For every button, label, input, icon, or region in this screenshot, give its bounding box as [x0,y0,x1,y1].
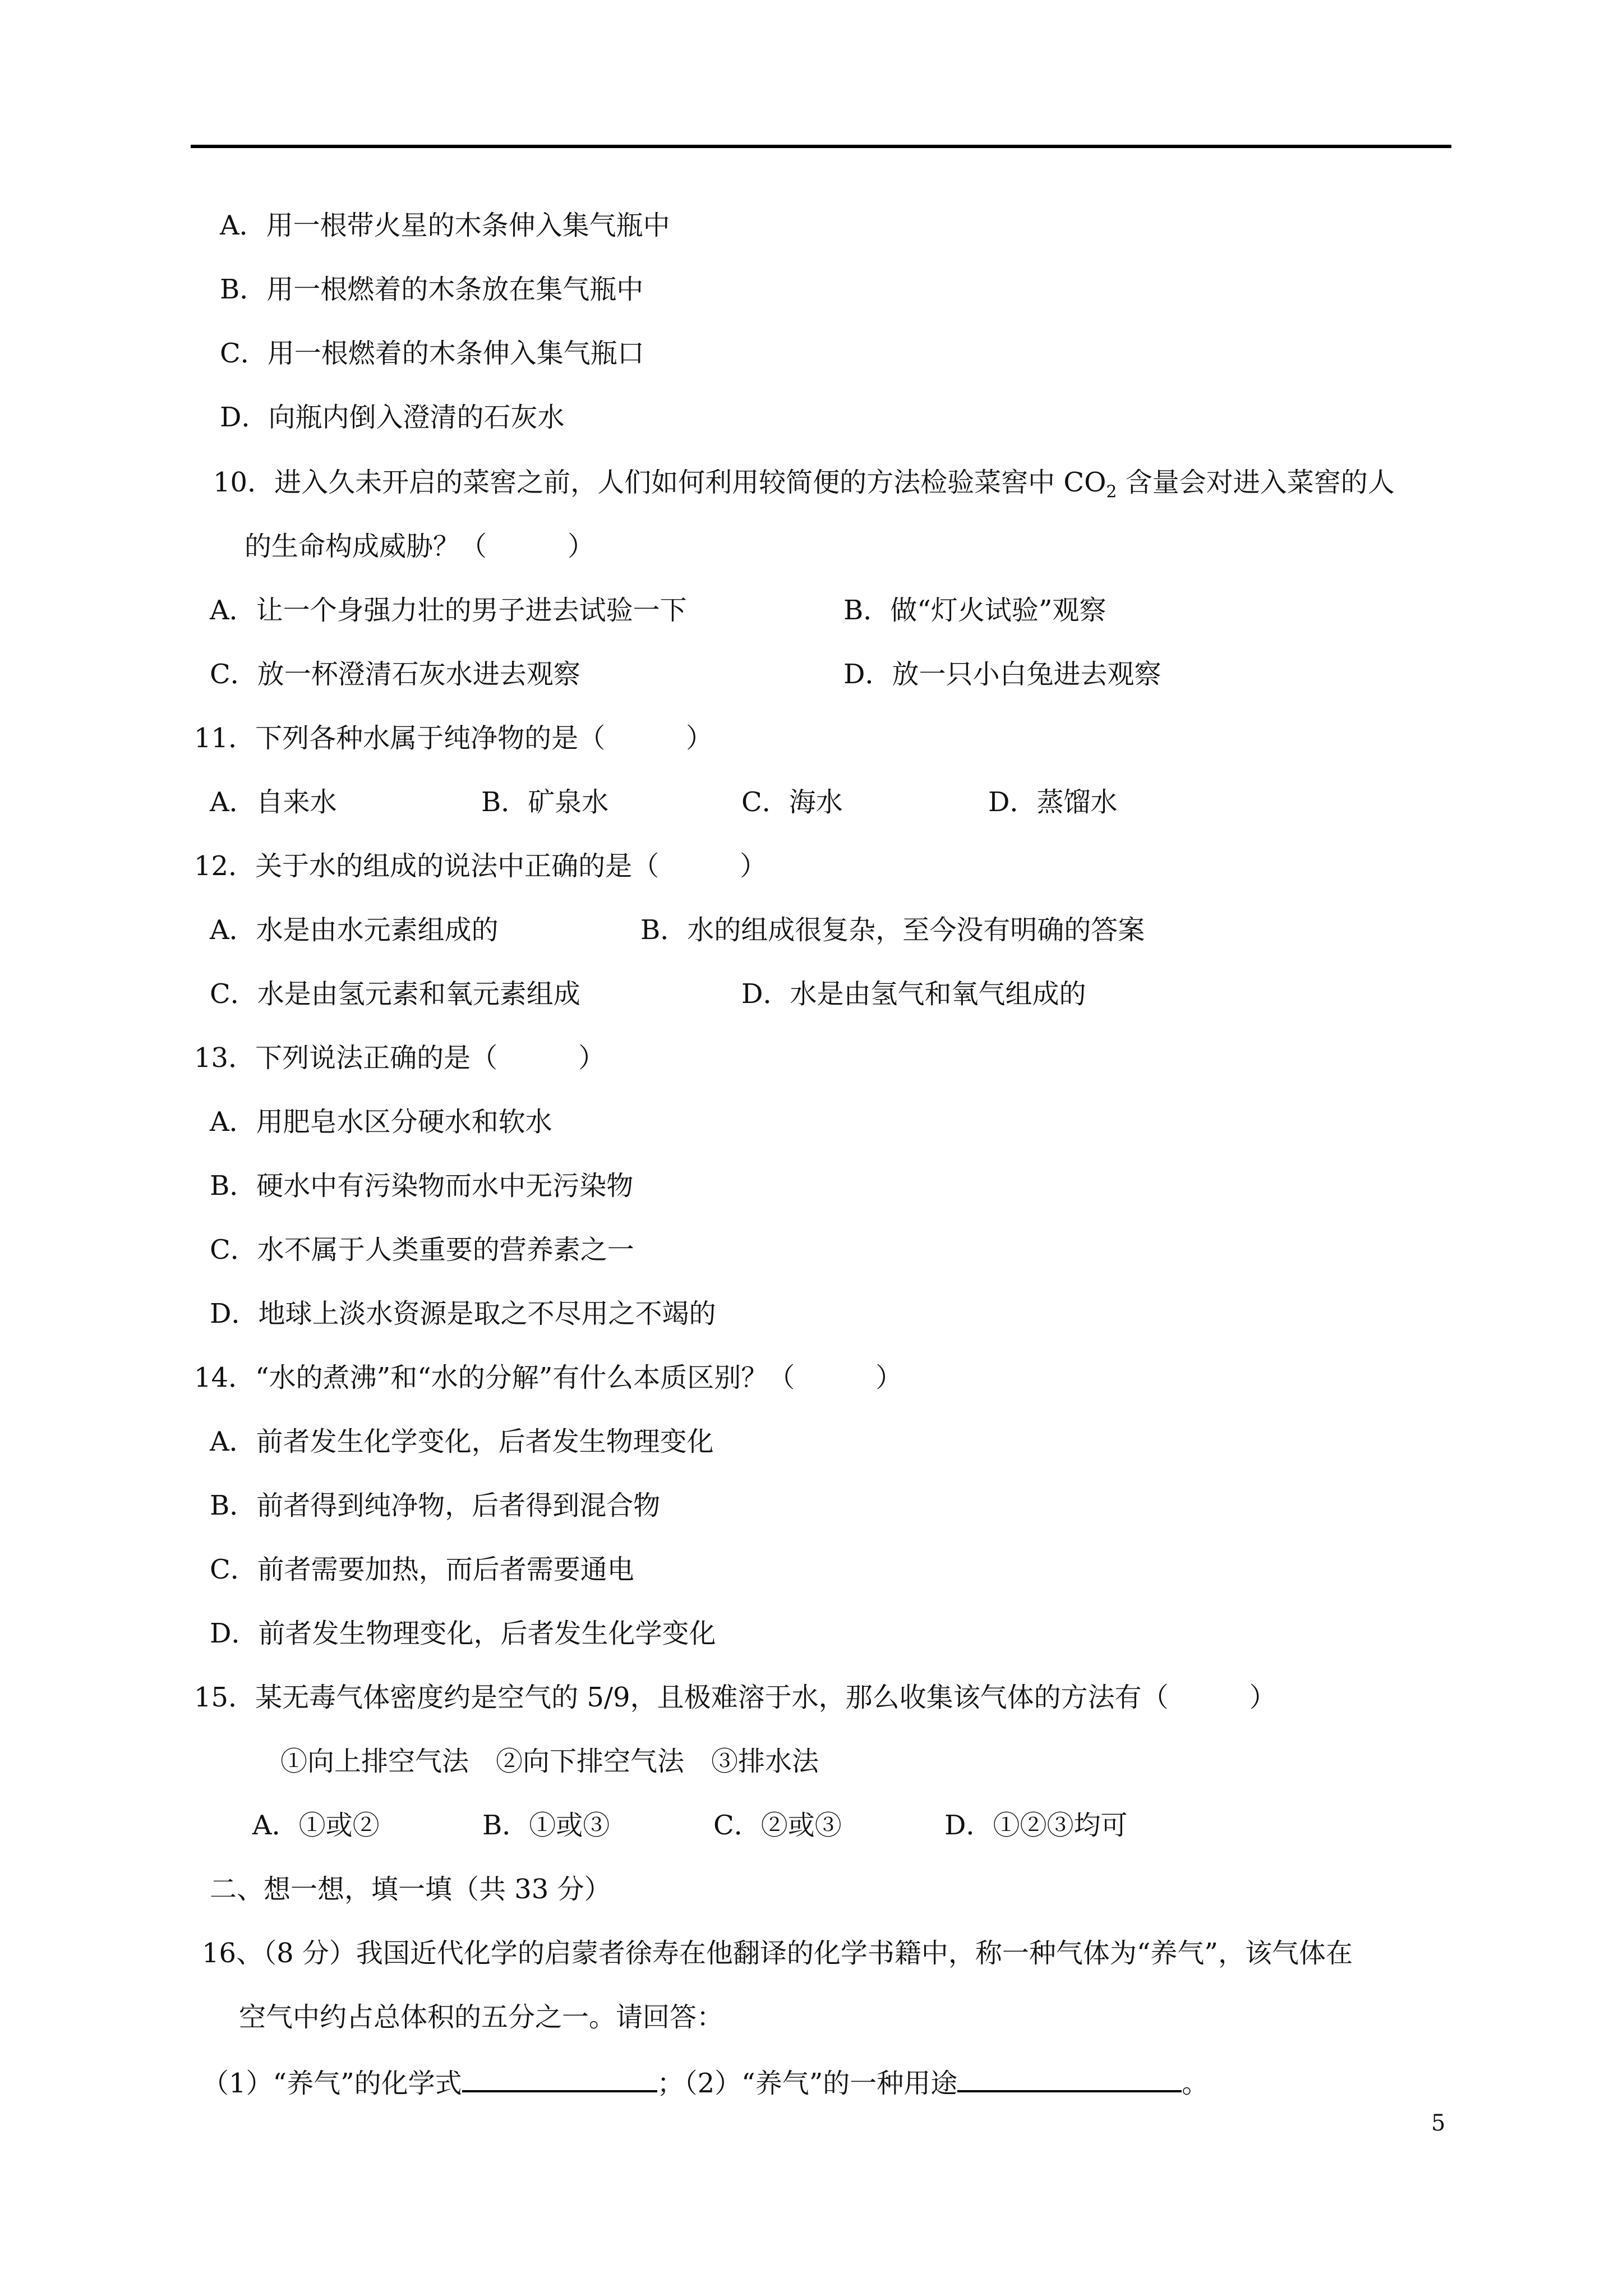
option-11b: B．矿泉水 [481,786,609,818]
option-13d: D．地球上淡水资源是取之不尽用之不竭的 [210,1298,716,1329]
option-12c: C．水是由氢元素和氧元素组成 [210,978,580,1010]
option-15b: B．①或③ [482,1810,610,1841]
option-12b: B．水的组成很复杂，至今没有明确的答案 [640,914,1145,946]
option-14a: A．前者发生化学变化，后者发生物理变化 [210,1426,714,1457]
question-14: 14．“水的煮沸”和“水的分解”有什么本质区别？（ ） [194,1362,903,1393]
option-13b: B．硬水中有污染物而水中无污染物 [210,1170,634,1202]
page-number: 5 [1431,2110,1446,2136]
option-9a: A．用一根带火星的木条伸入集气瓶中 [220,210,670,241]
section-heading-2: 二、想一想，填一填（共 33 分） [210,1874,611,1905]
question-10-line-2: 的生命构成威胁？（ ） [245,531,595,562]
sub-question-1: （1）“养气”的化学式 [202,2068,462,2099]
question-15: 15．某无毒气体密度约是空气的 5/9，且极难溶于水，那么收集该气体的方法有（ ） [194,1682,1276,1713]
question-10-text-a: 10．进入久未开启的菜窖之前，人们如何利用较简便的方法检验菜窖中 CO [213,467,1106,498]
option-10d: D．放一只小白兔进去观察 [843,659,1161,690]
question-15-methods: ①向上排空气法 ②向下排空气法 ③排水法 [280,1746,819,1777]
question-16-line-2: 空气中约占总体积的五分之一。请回答： [239,2001,724,2033]
option-12d: D．水是由氢气和氧气组成的 [741,978,1086,1010]
co2-subscript: 2 [1106,482,1117,502]
option-14b: B．前者得到纯净物，后者得到混合物 [210,1490,661,1521]
option-13c: C．水不属于人类重要的营养素之一 [210,1234,634,1266]
option-15c: C．②或③ [713,1810,842,1841]
option-9d: D．向瓶内倒入澄清的石灰水 [220,402,565,433]
option-13a: A．用肥皂水区分硬水和软水 [210,1106,552,1138]
header-rule [191,145,1451,148]
question-16: 16、（8 分）我国近代化学的启蒙者徐寿在他翻译的化学书籍中，称一种气体为“养气”，该气体在 [202,1938,1353,1969]
answer-blank-formula[interactable] [462,2064,657,2092]
option-9c: C．用一根燃着的木条伸入集气瓶口 [220,338,644,369]
option-10b: B．做“灯火试验”观察 [843,595,1106,626]
option-10c: C．放一杯澄清石灰水进去观察 [210,659,580,690]
option-9b: B．用一根燃着的木条放在集气瓶中 [220,274,644,305]
option-12a: A．水是由水元素组成的 [210,914,499,946]
option-15a: A．①或② [252,1810,380,1841]
option-14c: C．前者需要加热，而后者需要通电 [210,1554,634,1585]
question-13: 13．下列说法正确的是（ ） [194,1042,606,1074]
question-10-text-b: 含量会对进入菜窖的人 [1117,467,1395,498]
question-10 [213,466,1395,502]
option-15d: D．①②③均可 [944,1810,1128,1841]
question-12: 12．关于水的组成的说法中正确的是（ ） [194,850,767,882]
question-16-subquestions [202,2064,1209,2100]
option-14d: D．前者发生物理变化，后者发生化学变化 [210,1618,716,1649]
answer-blank-use[interactable] [957,2064,1182,2092]
option-11d: D．蒸馏水 [988,786,1118,818]
sub-question-2: ；（2）“养气”的一种用途 [657,2068,958,2099]
sentence-end: 。 [1182,2068,1209,2099]
option-11c: C．海水 [741,786,843,818]
question-11: 11．下列各种水属于纯净物的是（ ） [194,723,713,754]
option-10a: A．让一个身强力壮的男子进去试验一下 [210,595,687,626]
option-11a: A．自来水 [210,786,337,818]
